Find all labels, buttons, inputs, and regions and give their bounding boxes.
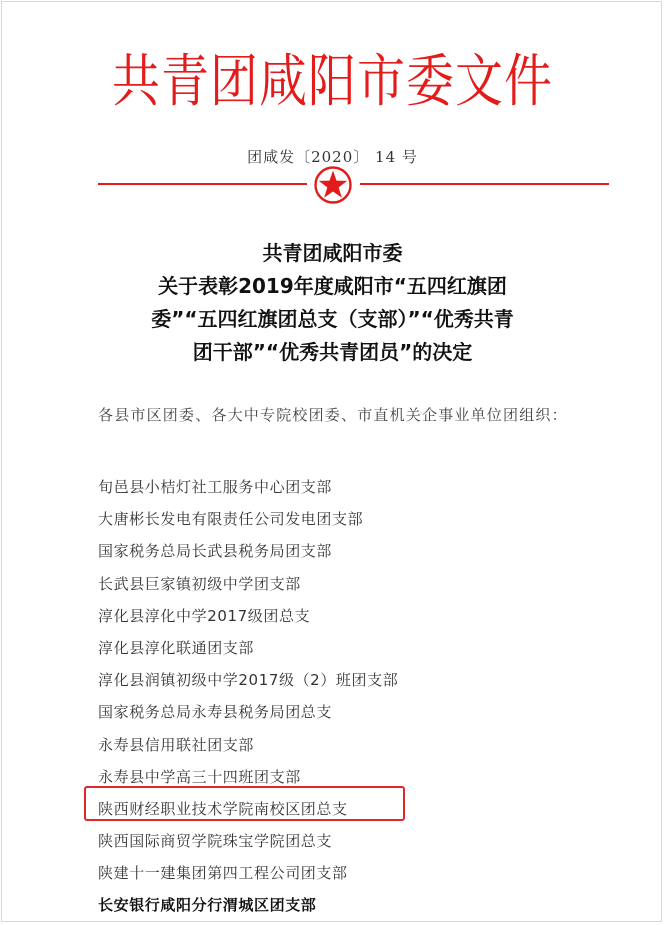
list-item: 国家税务总局长武县税务局团支部 bbox=[98, 542, 333, 561]
divider-left bbox=[98, 183, 307, 185]
list-item: 长武县巨家镇初级中学团支部 bbox=[98, 574, 301, 593]
title-line: 共青团咸阳市委 bbox=[262, 241, 403, 265]
list-item: 旬邑县小桔灯社工服务中心团支部 bbox=[98, 478, 333, 496]
salutation: 各县市区团委、各大中专院校团委、市直机关企事业单位团组织： bbox=[98, 406, 568, 424]
list-item: 淳化县润镇初级中学2017级（2）班团支部 bbox=[98, 671, 399, 690]
list-item: 淳化县淳化联通团支部 bbox=[98, 638, 255, 657]
decision-title bbox=[0, 237, 665, 369]
list-item: 永寿县中学高三十四班团支部 bbox=[98, 767, 301, 786]
list-item: 陕西国际商贸学院珠宝学院团总支 bbox=[98, 832, 333, 851]
list-item: 淳化县淳化中学2017级团总支 bbox=[98, 606, 311, 625]
issuer-title: 共青团咸阳市委文件 bbox=[111, 48, 553, 115]
title-line: 团干部”“优秀共青团员”的决定 bbox=[192, 340, 473, 364]
organization-list bbox=[98, 471, 398, 922]
title-line: 关于表彰2019年度咸阳市“五四红旗团 bbox=[158, 274, 507, 298]
list-item: 国家税务总局永寿县税务局团总支 bbox=[98, 703, 333, 722]
list-item: 陕建十一建集团第四工程公司团支部 bbox=[98, 864, 348, 883]
highlight-box bbox=[84, 786, 405, 821]
list-item: 永寿县信用联社团支部 bbox=[98, 735, 255, 754]
list-item: 长安银行咸阳分行渭城区团支部 bbox=[98, 896, 317, 915]
list-item-highlighted: 陕西财经职业技术学院南校区团总支 bbox=[98, 799, 348, 818]
red-star-icon bbox=[312, 164, 354, 206]
divider-right bbox=[360, 183, 609, 185]
list-item: 大唐彬长发电有限责任公司发电团支部 bbox=[98, 510, 364, 529]
document-number: 团咸发〔2020〕 14 号 bbox=[247, 148, 418, 166]
title-line: 委”“五四红旗团总支（支部）”“优秀共青 bbox=[151, 307, 514, 331]
